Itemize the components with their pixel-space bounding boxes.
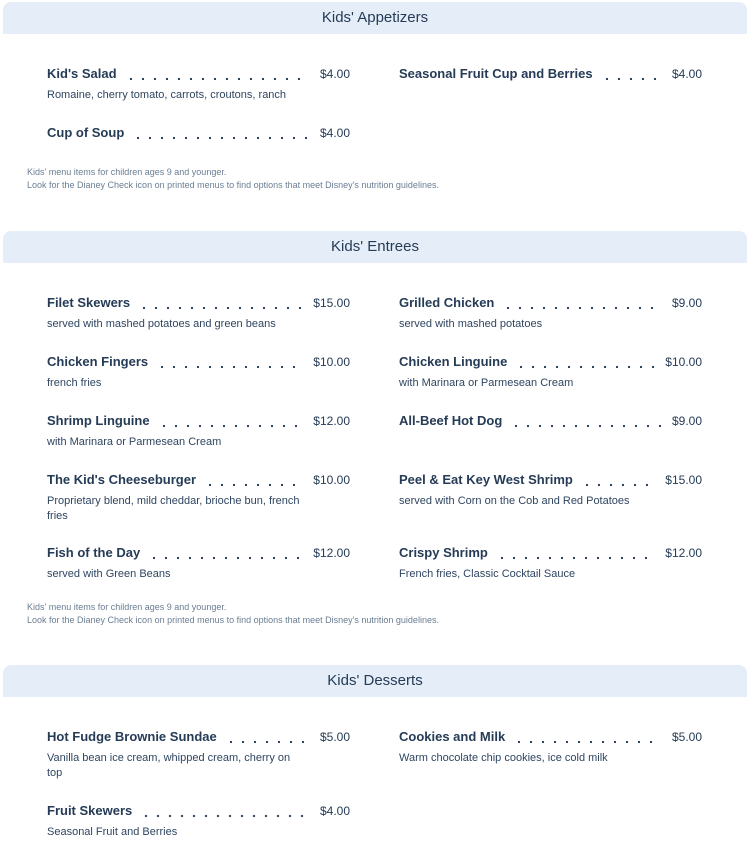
menu-item — [47, 125, 350, 143]
menu-item — [47, 66, 350, 103]
section-title: Kids' Desserts — [3, 665, 747, 697]
item-name: The Kid's Cheeseburger — [47, 472, 197, 487]
item-name: Filet Skewers — [47, 295, 131, 310]
dot-leader — [204, 483, 303, 487]
note-line: Look for the Dianey Check icon on printed menus to find options that meet Disney's nutrition guidelines. — [27, 180, 439, 190]
dot-leader — [148, 556, 303, 560]
item-description: served with Green Beans — [47, 568, 171, 580]
item-price: $12.00 — [313, 546, 350, 560]
item-description: served with mashed potatoes — [399, 318, 543, 330]
item-name: Chicken Linguine — [399, 354, 508, 369]
item-description: Proprietary blend, mild cheddar, brioche bun, french fries — [47, 495, 300, 522]
item-price: $10.00 — [665, 355, 702, 369]
menu-item — [399, 354, 702, 391]
item-name: Cookies and Milk — [399, 729, 506, 744]
item-price: $10.00 — [313, 355, 350, 369]
item-name: Shrimp Linguine — [47, 413, 150, 428]
item-description: french fries — [47, 377, 102, 389]
item-description: with Marinara or Parmesean Cream — [47, 436, 222, 448]
item-description: Vanilla bean ice cream, whipped cream, cherry on top — [47, 752, 291, 779]
item-name: Seasonal Fruit Cup and Berries — [399, 66, 593, 81]
item-price: $5.00 — [671, 730, 702, 744]
note-line: Look for the Dianey Check icon on printed menus to find options that meet Disney's nutrition guidelines. — [27, 615, 439, 625]
item-price: $4.00 — [319, 126, 350, 140]
item-price: $4.00 — [319, 67, 350, 81]
menu-item — [399, 545, 702, 582]
dot-leader — [156, 365, 303, 369]
item-price: $9.00 — [671, 414, 702, 428]
section-title: Kids' Entrees — [3, 231, 747, 263]
item-name: Grilled Chicken — [399, 295, 495, 310]
dot-leader — [581, 483, 655, 487]
menu-item — [399, 729, 702, 766]
item-price: $4.00 — [319, 804, 350, 818]
note-line: Kids' menu items for children ages 9 and younger. — [27, 167, 227, 177]
item-description: French fries, Classic Cocktail Sauce — [399, 568, 576, 580]
dot-leader — [510, 424, 662, 428]
dot-leader — [138, 306, 303, 310]
dot-leader — [158, 424, 304, 428]
menu-item — [47, 295, 350, 332]
menu-item — [399, 413, 702, 431]
menu-item — [47, 729, 350, 781]
dot-leader — [515, 365, 655, 369]
menu-item — [47, 545, 350, 582]
item-name: Kid's Salad — [47, 66, 117, 81]
item-description: with Marinara or Parmesean Cream — [399, 377, 574, 389]
dot-leader — [496, 556, 655, 560]
note-line: Kids' menu items for children ages 9 and younger. — [27, 602, 227, 612]
item-price: $10.00 — [313, 473, 350, 487]
menu-note — [27, 166, 439, 192]
section-kids-appetizers — [3, 2, 747, 190]
item-price: $12.00 — [665, 546, 702, 560]
item-price: $4.00 — [671, 67, 702, 81]
item-name: All-Beef Hot Dog — [399, 413, 503, 428]
item-description: Seasonal Fruit and Berries — [47, 826, 178, 838]
item-description: served with Corn on the Cob and Red Potatoes — [399, 495, 630, 507]
dot-leader — [132, 136, 310, 140]
menu-item — [47, 472, 350, 524]
dot-leader — [601, 77, 662, 81]
item-name: Fish of the Day — [47, 545, 141, 560]
dot-leader — [225, 740, 310, 744]
menu-item — [47, 803, 350, 840]
item-price: $15.00 — [665, 473, 702, 487]
item-name: Fruit Skewers — [47, 803, 133, 818]
section-kids-entrees — [3, 231, 747, 625]
menu-item — [399, 295, 702, 332]
item-name: Chicken Fingers — [47, 354, 149, 369]
menu-item — [47, 354, 350, 391]
item-price: $12.00 — [313, 414, 350, 428]
item-description: Romaine, cherry tomato, carrots, croutons, ranch — [47, 89, 287, 101]
item-description: served with mashed potatoes and green beans — [47, 318, 276, 330]
menu-item — [47, 413, 350, 450]
item-name: Crispy Shrimp — [399, 545, 488, 560]
dot-leader — [502, 306, 662, 310]
section-title: Kids' Appetizers — [3, 2, 747, 34]
dot-leader — [125, 77, 310, 81]
item-name: Peel & Eat Key West Shrimp — [399, 472, 573, 487]
item-price: $9.00 — [671, 296, 702, 310]
item-description: Warm chocolate chip cookies, ice cold milk — [399, 752, 608, 764]
item-name: Hot Fudge Brownie Sundae — [47, 729, 217, 744]
item-price: $15.00 — [313, 296, 350, 310]
menu-note — [27, 601, 439, 627]
menu-item — [399, 472, 702, 509]
dot-leader — [140, 814, 310, 818]
item-price: $5.00 — [319, 730, 350, 744]
section-kids-desserts — [3, 665, 747, 838]
item-name: Cup of Soup — [47, 125, 125, 140]
dot-leader — [513, 740, 662, 744]
menu-item — [399, 66, 702, 84]
